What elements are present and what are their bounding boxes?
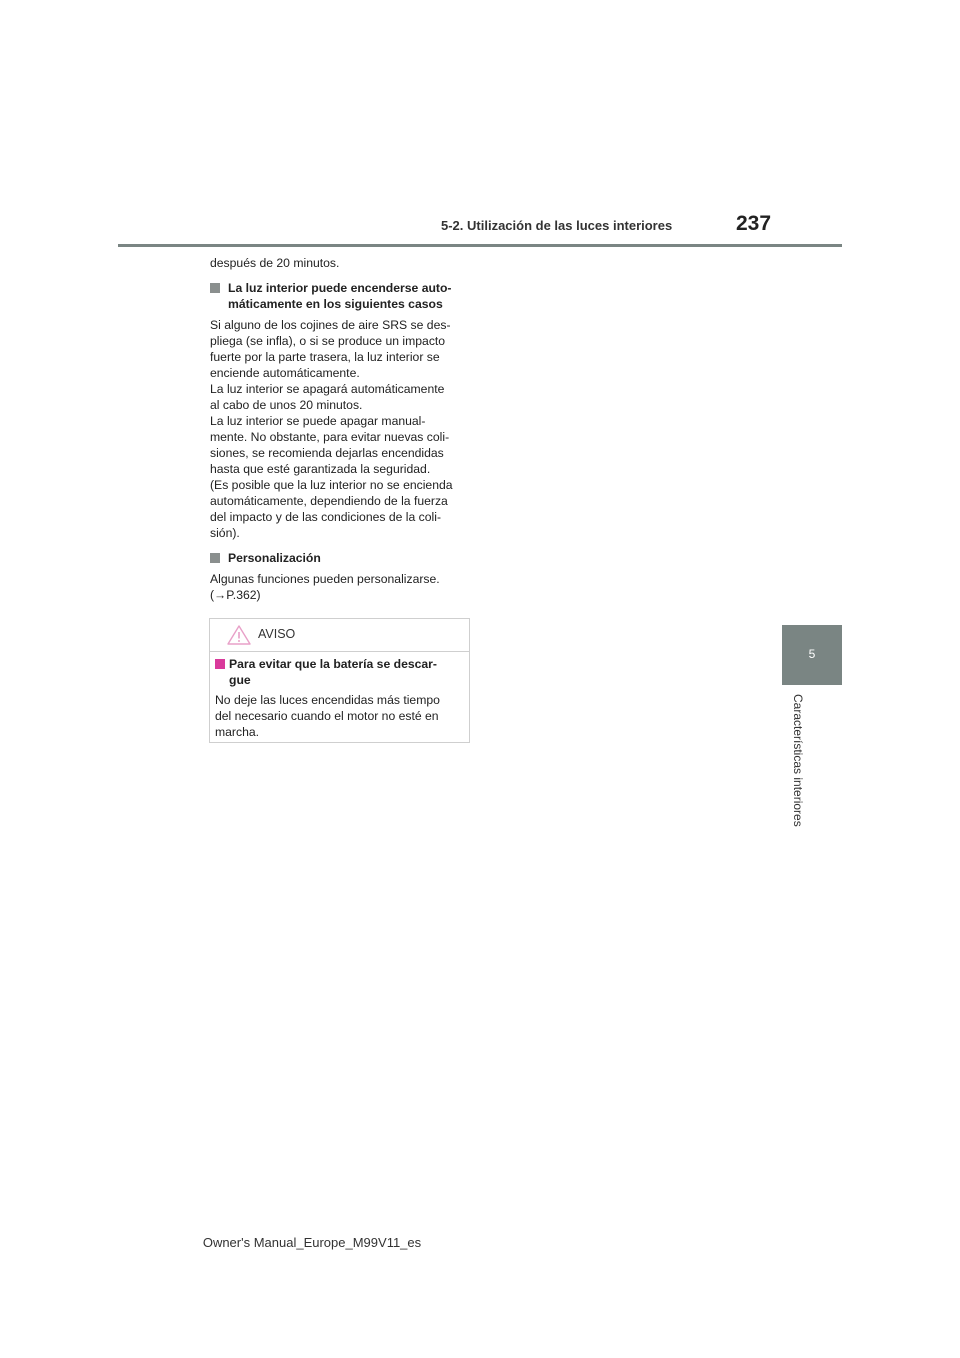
body-line: del impacto y de las condiciones de la coli- [210,510,442,524]
chapter-tab [782,625,842,685]
body-line: enciende automáticamente. [210,366,360,380]
intro-paragraph: después de 20 minutos. [210,256,340,270]
header-section-title: 5-2. Utilización de las luces interiores [441,218,673,233]
body-line: Si alguno de los cojines de aire SRS se des- [210,318,451,332]
section-auto-on-heading [210,280,470,312]
page-reference-link[interactable]: (→P.362) [210,588,261,602]
body-line: La luz interior se puede apagar manual- [210,414,426,428]
body-line: sión). [210,526,240,540]
pink-square-bullet-icon [215,659,225,669]
body-line: (Es posible que la luz interior no se encienda [210,478,453,492]
notice-body [215,656,463,740]
body-line: al cabo de unos 20 minutos. [210,398,363,412]
body-line: del necesario cuando el motor no esté en [215,709,439,723]
notice-heading [215,656,463,688]
body-line: automáticamente, dependiendo de la fuerza [210,494,448,508]
section-auto-on-body [210,317,470,541]
body-line: mente. No obstante, para evitar nuevas coli- [210,430,450,444]
header-rule [118,244,842,247]
main-content [210,255,470,612]
square-bullet-icon [210,553,220,563]
heading-line: máticamente en los siguientes casos [228,297,443,311]
notice-header [210,619,469,652]
body-line: La luz interior se apagará automáticamente [210,382,445,396]
chapter-number: 5 [808,647,816,661]
warning-triangle-icon [226,624,252,646]
body-line: Algunas funciones pueden personalizarse. [210,572,440,586]
heading-line: La luz interior puede encenderse auto- [228,281,452,295]
heading-line: gue [229,673,251,687]
body-line: fuerte por la parte trasera, la luz interior se [210,350,440,364]
heading-line: Para evitar que la batería se descar- [229,657,437,671]
square-bullet-icon [210,283,220,293]
body-line: siones, se recomienda dejarlas encendidas [210,446,444,460]
body-line: No deje las luces encendidas más tiempo [215,693,440,707]
heading-line: Personalización [228,551,321,565]
body-line: pliega (se infla), o si se produce un impacto [210,334,446,348]
body-line: hasta que esté garantizada la seguridad. [210,462,431,476]
warning-notice-box [209,618,470,743]
chapter-title: Características interiores [791,694,805,827]
page-number: 237 [736,212,772,235]
footer-manual-id: Owner's Manual_Europe_M99V11_es [202,1235,422,1250]
body-line: marcha. [215,725,260,739]
section-customization-heading [210,550,470,566]
section-customization-body [210,571,470,603]
notice-title: AVISO [258,627,296,641]
